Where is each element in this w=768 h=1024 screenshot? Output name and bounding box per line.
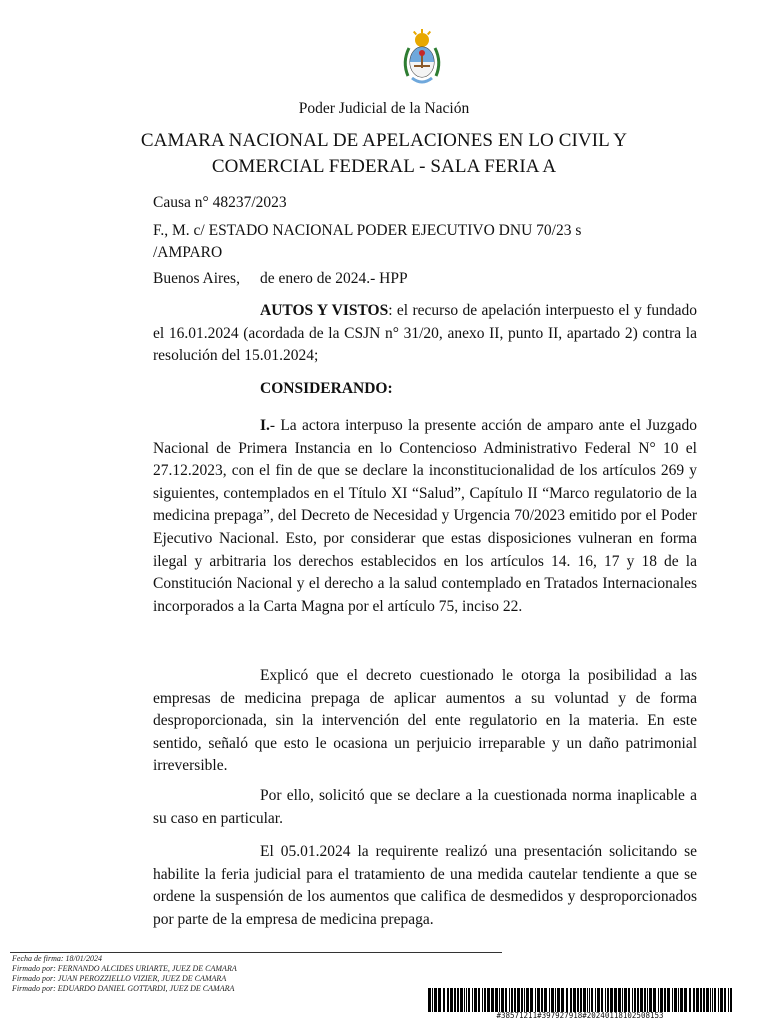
paragraph-i-lead: I. <box>260 417 270 434</box>
barcode-bar <box>551 988 554 1012</box>
barcode-bar <box>517 988 520 1012</box>
barcode-bar <box>649 988 652 1012</box>
case-date-line <box>153 268 408 290</box>
case-caption: F., M. c/ ESTADO NACIONAL PODER EJECUTIVO DNU 70/23 s /AMPARO <box>153 222 582 261</box>
barcode-bar <box>501 988 504 1012</box>
barcode-bar <box>530 988 533 1012</box>
barcode-icon <box>428 988 732 1012</box>
signature-divider <box>10 952 502 953</box>
barcode-bar <box>640 988 643 1012</box>
barcode-bar <box>610 988 613 1012</box>
autos-y-vistos-paragraph <box>153 300 697 368</box>
barcode-bar <box>466 988 467 1012</box>
barcode-bar <box>712 988 713 1012</box>
barcode-bar <box>468 988 470 1012</box>
barcode-bar <box>587 988 588 1012</box>
barcode-bar <box>438 988 441 1012</box>
paragraph-por-ello: Por ello, solicitó que se declare a la cuestionada norma inaplicable a su caso en particular. <box>153 787 697 827</box>
barcode-bar <box>591 988 593 1012</box>
barcode-bar <box>658 988 659 1012</box>
barcode-bar <box>601 988 603 1012</box>
barcode-bar <box>478 988 480 1012</box>
barcode-bar <box>464 988 465 1012</box>
barcode-bar <box>614 988 617 1012</box>
barcode-bar <box>428 988 431 1012</box>
coat-of-arms-icon <box>400 28 444 90</box>
case-date: de enero de 2024.- HPP <box>259 270 408 287</box>
barcode-bar <box>544 988 547 1012</box>
barcode-bar <box>535 988 536 1012</box>
barcode-bar <box>678 988 679 1012</box>
barcode-bar <box>432 988 433 1012</box>
barcode-bar <box>684 988 687 1012</box>
barcode-bar <box>618 988 621 1012</box>
barcode-bar <box>526 988 529 1012</box>
barcode-bar <box>696 988 699 1012</box>
paragraph-requirente: El 05.01.2024 la requirente realizó una presentación solicitando se habilite la feria judicial para el tratamiento de una medida cautelar tendiente a que se ordene la suspensión de los aumentos que califica de desmedidos y desproporcionados por parte de la empresa de medicina prepaga. <box>153 843 697 928</box>
barcode-bar <box>570 988 572 1012</box>
barcode-bar <box>693 988 695 1012</box>
barcode-bar <box>637 988 639 1012</box>
barcode-bar <box>605 988 606 1012</box>
barcode-number: #38571211#397927918#20240118102508153 <box>496 1011 664 1020</box>
barcode-bar <box>524 988 525 1012</box>
barcode-bar <box>664 988 666 1012</box>
barcode-bar <box>667 988 670 1012</box>
barcode-bar <box>583 988 586 1012</box>
barcode-bar <box>514 988 516 1012</box>
barcode-bar <box>653 988 656 1012</box>
paragraph-i <box>153 415 697 618</box>
barcode-bar <box>597 988 600 1012</box>
signature-date: Fecha de firma: 18/01/2024 <box>12 954 102 963</box>
signer-2: Firmado por: JUAN PEROZZIELLO VIZIER, JUEZ DE CAMARA <box>12 974 227 983</box>
barcode-bar <box>484 988 486 1012</box>
barcode-bar <box>474 988 477 1012</box>
considerando-heading: CONSIDERANDO: <box>260 380 393 397</box>
barcode-bar <box>589 988 590 1012</box>
case-number: Causa n° 48237/2023 <box>153 194 287 211</box>
autos-text: : el recurso de apelación interpuesto el y fundado el 16.01.2024 (acordada de la CSJN n° 31/20, anexo II, punto II, apartado 2) contra la resolución del 15.01.2024; <box>153 302 698 365</box>
barcode-bar <box>566 988 568 1012</box>
barcode-bar <box>561 988 564 1012</box>
barcode-bar <box>680 988 683 1012</box>
barcode-bar <box>632 988 633 1012</box>
barcode-bar <box>491 988 494 1012</box>
court-title-line-2: COMERCIAL FEDERAL - SALA FERIA A <box>211 156 557 177</box>
barcode-bar <box>647 988 648 1012</box>
barcode-bar <box>703 988 705 1012</box>
barcode-bar <box>724 988 726 1012</box>
barcode-bar <box>660 988 663 1012</box>
barcode-bar <box>577 988 579 1012</box>
barcode-bar <box>710 988 711 1012</box>
barcode-bar <box>628 988 630 1012</box>
barcode-bar <box>511 988 513 1012</box>
barcode-bar <box>607 988 609 1012</box>
barcode-bar <box>487 988 490 1012</box>
court-title-line-1: CAMARA NACIONAL DE APELACIONES EN LO CIVIL Y <box>140 130 628 151</box>
barcode-bar <box>624 988 627 1012</box>
barcode-bar <box>509 988 510 1012</box>
barcode-bar <box>580 988 582 1012</box>
barcode-bar <box>730 988 732 1012</box>
case-place: Buenos Aires, <box>153 270 240 287</box>
barcode-bar <box>537 988 540 1012</box>
barcode-bar <box>541 988 543 1012</box>
barcode-bar <box>674 988 677 1012</box>
barcode-bar <box>700 988 702 1012</box>
barcode-bar <box>718 988 719 1012</box>
barcode-bar <box>460 988 463 1012</box>
barcode-bar <box>644 988 646 1012</box>
barcode-bar <box>555 988 556 1012</box>
barcode-bar <box>706 988 709 1012</box>
barcode-bar <box>495 988 498 1012</box>
barcode-bar <box>454 988 456 1012</box>
autos-lead: AUTOS Y VISTOS <box>260 302 389 319</box>
barcode-bar <box>482 988 483 1012</box>
barcode-bar <box>505 988 507 1012</box>
barcode-bar <box>689 988 691 1012</box>
barcode-bar <box>573 988 576 1012</box>
institution-name: Poder Judicial de la Nación <box>298 100 470 117</box>
barcode-bar <box>450 988 453 1012</box>
barcode-bar <box>634 988 636 1012</box>
barcode-bar <box>472 988 473 1012</box>
barcode-bar <box>457 988 459 1012</box>
paragraph-i-text: - La actora interpuso la presente acción de amparo ante el Juzgado Nacional de Primera Instancia en lo Contencioso Administrativo Federal N° 10 el 27.12.2023, con el fin de que se declare la inconstitucionalidad de los artículos 269 y siguientes, contemplados en el Título XI “Salud”, Capítulo II “Marco regulatorio de la medicina prepaga”, del Decreto de Necesidad y Urgencia 70/2023 emitido por el Poder Ejecutivo Nacional. Esto, por considerar que estas disposiciones vulneran en forma ilegal y arbitraria los derechos establecidos en los artículos 14. 16, 17 y 18 de la Constitución Nacional y el derecho a la salud contemplado en Tratados Internacionales incorporados a la Carta Magna por el artículo 75, inciso 22. <box>153 417 697 615</box>
barcode-bar <box>720 988 723 1012</box>
barcode-bar <box>499 988 500 1012</box>
paragraph-explico: Explicó que el decreto cuestionado le otorga la posibilidad a las empresas de medicina prepaga de aplicar aumentos a su voluntad y de forma desproporcionada, sin la intervención del ente regulatorio en la materia. En este sentido, señaló que esto le ocasiona un perjuicio irreparable y un daño patrimonial irreversible. <box>153 667 697 775</box>
barcode-bar <box>521 988 523 1012</box>
barcode-bar <box>728 988 729 1012</box>
barcode-bar <box>672 988 673 1012</box>
barcode-bar <box>622 988 623 1012</box>
barcode-bar <box>447 988 449 1012</box>
barcode-bar <box>595 988 596 1012</box>
signer-3: Firmado por: EDUARDO DANIEL GOTTARDI, JUEZ DE CAMARA <box>12 984 235 993</box>
barcode-bar <box>549 988 550 1012</box>
barcode-bar <box>557 988 560 1012</box>
barcode-bar <box>434 988 437 1012</box>
barcode-bar <box>714 988 716 1012</box>
barcode-bar <box>443 988 445 1012</box>
signer-1: Firmado por: FERNANDO ALCIDES URIARTE, JUEZ DE CAMARA <box>12 964 237 973</box>
